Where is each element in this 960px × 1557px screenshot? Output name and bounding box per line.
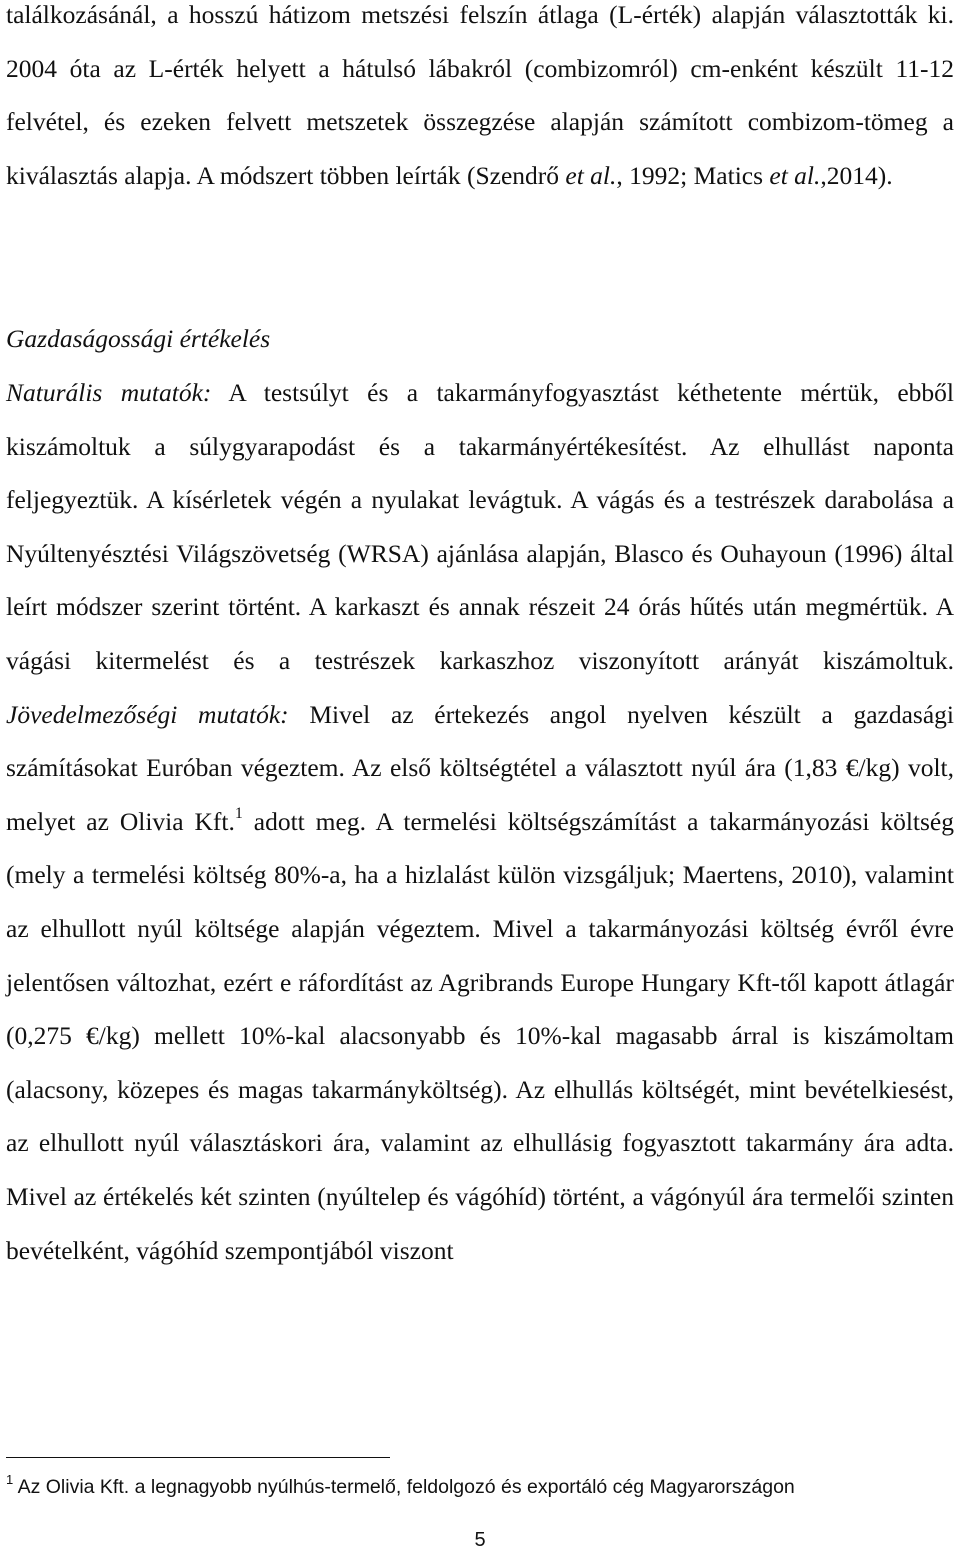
section-heading: Gazdaságossági értékelés: [6, 324, 271, 353]
naturalis-text: A testsúlyt és a takarmányfogyasztást kéthetente mértük, ebből kiszámoltuk a súlygyarapodást és a takarmányértékesítést. Az elhullást naponta feljegyeztük. A kísérletek végén a nyulakat levágtuk. A vágás és a testrészek darabolása a Nyúltenyésztési Világszövetség (WRSA) ajánlása alapján, Blasco és Ouhayoun (1996) által leírt módszer szerint történt. A karkaszt és annak részeit 24 órás hűtés után megmértük. A vágási kitermelést és a testrészek karkaszhoz viszonyított arányát kiszámoltuk.: [6, 378, 954, 675]
intro-et-al-1: et al.: [565, 160, 617, 190]
intro-text-part1: találkozásánál, a hosszú hátizom metszési felszín átlaga (L-érték) alapján választották ki. 2004 óta az L-érték helyett a hátulsó lábakról (combizomról) cm-enként készült 11-12 felvétel, és ezeken felvett metszetek összegzése alapján számított combizom-tömeg a kiválasztás alapja. A módszert többen leírták (Szendrő: [6, 0, 954, 190]
rest-text: adott meg. A termelési költségszámítást a takarmányozási költség (mely a termelési költség 80%-a, ha a hizlalást külön vizsgáljuk; Maertens, 2010), valamint az elhullott nyúl költsége alapján végeztem. Mivel a takarmányozási költség évről évre jelentősen változhat, ezért e ráfordítást az Agribrands Europe Hungary Kft-től kapott átlagár (0,275 €/kg) mellett 10%-kal alacsonyabb és 10%-kal magasabb árral is kiszámoltam (alacsony, közepes és magas takarmányköltség). Az elhullás költségét, mint bevételkiesést, az elhullott nyúl választáskori ára, valamint az elhullásig fogyasztott takarmány ára adta. Mivel az értékelés két szinten (nyúltelep és vágóhíd) történt, a vágónyúl ára termelői szinten bevételként, vágóhíd szempontjából viszont: [6, 806, 954, 1265]
footnote-reference[interactable]: 1: [234, 804, 243, 822]
intro-et-al-2: et al.: [769, 160, 821, 190]
jovedelem-label: Jövedelmezőségi mutatók:: [6, 699, 289, 729]
page-number: 5: [474, 1529, 486, 1551]
footnote: [6, 1472, 960, 1502]
intro-text-part2: , 1992; Matics: [616, 160, 770, 190]
footnote-text: Az Olivia Kft. a legnagyobb nyúlhús-termelő, feldolgozó és exportáló cég Magyarországon: [13, 1476, 795, 1498]
jovedelem-text: Mivel az értekezés angol nyelven készült a gazdasági számításokat Euróban végeztem. Az első költségtétel a választott nyúl ára (1,83 €/kg) volt, melyet az Olivia Kft.: [6, 699, 954, 836]
intro-paragraph: [6, 0, 954, 202]
main-paragraph: [6, 366, 954, 1277]
intro-text-part3: ,2014).: [820, 160, 893, 190]
naturalis-label: Naturális mutatók:: [6, 378, 212, 407]
footnote-divider: [6, 1457, 390, 1458]
footnote-marker: 1: [6, 1472, 14, 1487]
